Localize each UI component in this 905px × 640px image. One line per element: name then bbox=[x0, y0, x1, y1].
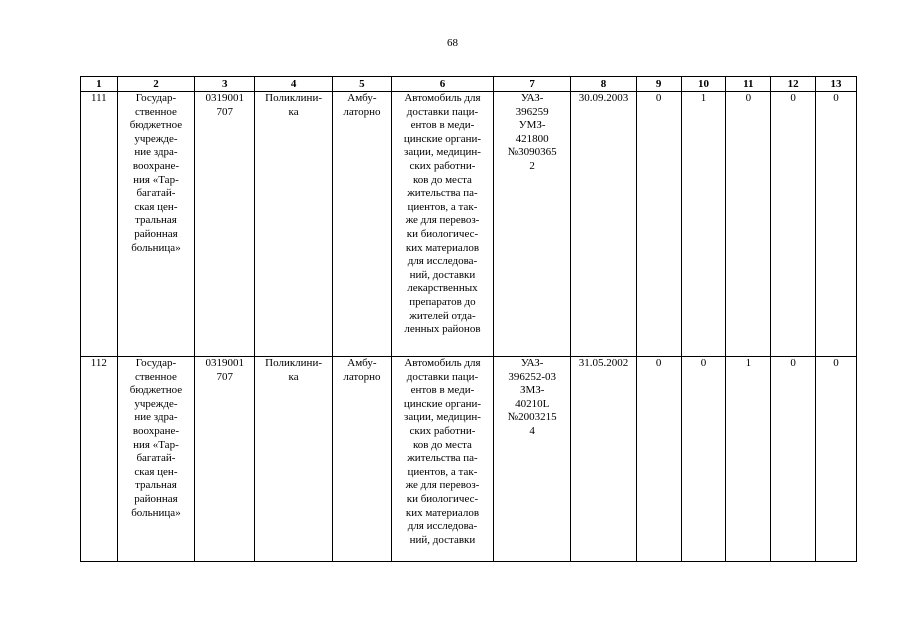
value-cell: 0 bbox=[771, 357, 816, 562]
vehicle-cell: УАЗ- 396252-03 ЗМЗ- 40210L №2003215 4 bbox=[493, 357, 570, 562]
subdivision-cell: Поликлини- ка bbox=[255, 92, 332, 357]
value-cell: 0 bbox=[771, 92, 816, 357]
row-number-cell: 112 bbox=[81, 357, 118, 562]
column-header: 11 bbox=[726, 77, 771, 92]
code-cell: 0319001 707 bbox=[195, 92, 255, 357]
care-type-cell: Амбу- латорно bbox=[332, 357, 391, 562]
column-header: 3 bbox=[195, 77, 255, 92]
page-number: 68 bbox=[447, 37, 458, 49]
column-header: 5 bbox=[332, 77, 391, 92]
value-cell: 0 bbox=[816, 357, 857, 562]
care-type-cell: Амбу- латорно bbox=[332, 92, 391, 357]
column-header: 12 bbox=[771, 77, 816, 92]
date-cell: 31.05.2002 bbox=[571, 357, 636, 562]
header-row bbox=[81, 77, 857, 92]
organization-cell: Государ- ственное бюджетное учрежде- ние здра- воохране- ния «Тар- багатай- ская цен- тральная районная больница» bbox=[117, 357, 194, 562]
column-header: 9 bbox=[636, 77, 681, 92]
value-cell: 0 bbox=[681, 357, 726, 562]
column-header: 8 bbox=[571, 77, 636, 92]
value-cell: 1 bbox=[726, 357, 771, 562]
date-cell: 30.09.2003 bbox=[571, 92, 636, 357]
vehicle-cell: УАЗ- 396259 УМЗ- 421800 №3090365 2 bbox=[493, 92, 570, 357]
organization-cell: Государ- ственное бюджетное учрежде- ние здра- воохране- ния «Тар- багатай- ская цен- тральная районная больница» bbox=[117, 92, 194, 357]
column-header: 10 bbox=[681, 77, 726, 92]
column-header: 2 bbox=[117, 77, 194, 92]
table-row bbox=[81, 92, 857, 357]
value-cell: 1 bbox=[681, 92, 726, 357]
column-header: 13 bbox=[816, 77, 857, 92]
value-cell: 0 bbox=[636, 92, 681, 357]
purpose-cell: Автомобиль для доставки паци- ентов в меди- цинские органи- зации, медицин- ских работни- ков до места жительства па- циентов, а так- же для перевоз- ки биологичес- ких материалов для исследова- ний, доставки лекарственных препаратов до жителей отда- ленных районов bbox=[391, 92, 493, 357]
value-cell: 0 bbox=[726, 92, 771, 357]
code-cell: 0319001 707 bbox=[195, 357, 255, 562]
column-header: 7 bbox=[493, 77, 570, 92]
row-number-cell: 111 bbox=[81, 92, 118, 357]
vehicle-table bbox=[80, 76, 857, 562]
column-header: 1 bbox=[81, 77, 118, 92]
value-cell: 0 bbox=[636, 357, 681, 562]
column-header: 4 bbox=[255, 77, 332, 92]
purpose-cell: Автомобиль для доставки паци- ентов в меди- цинские органи- зации, медицин- ских работни- ков до места жительства па- циентов, а так- же для перевоз- ки биологичес- ких материалов для исследова- ний, доставки bbox=[391, 357, 493, 562]
column-header: 6 bbox=[391, 77, 493, 92]
subdivision-cell: Поликлини- ка bbox=[255, 357, 332, 562]
table-row bbox=[81, 357, 857, 562]
value-cell: 0 bbox=[816, 92, 857, 357]
